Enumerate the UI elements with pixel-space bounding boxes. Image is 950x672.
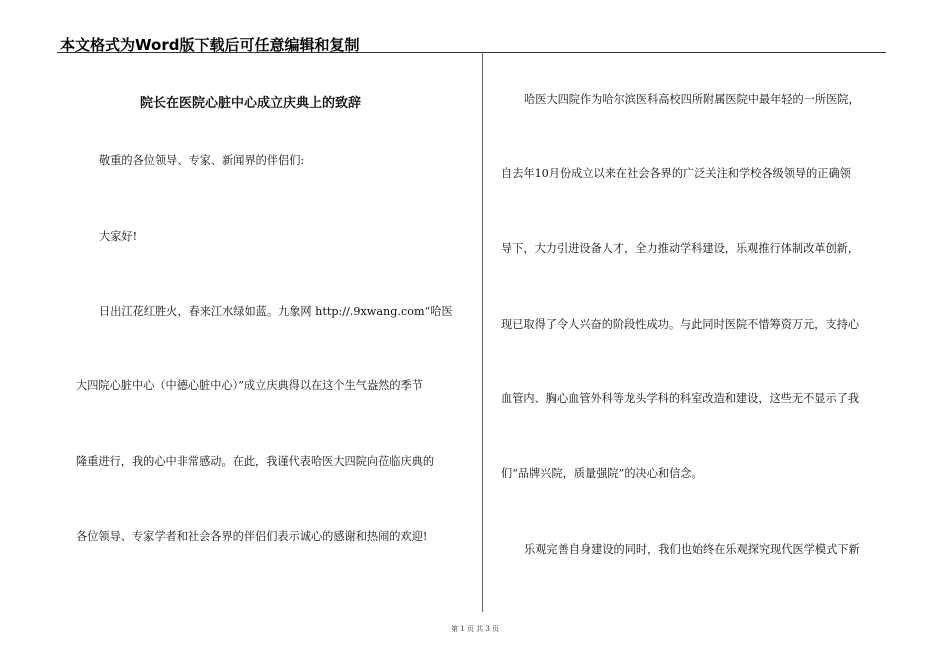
right-text-line: 哈医大四院作为哈尔滨医科高校四所附属医院中最年轻的一所医院， <box>524 93 860 106</box>
right-text-line: 乐观完善自身建设的同时，我们也始终在乐观探究现代医学模式下新 <box>524 543 860 556</box>
document-header-title: 本文格式为Word版下载后可任意编辑和复制 <box>60 36 360 54</box>
left-text-line: 隆重进行，我的心中非常感动。在此，我谨代表哈医大四院向莅临庆典的 <box>76 455 435 468</box>
speech-title: 院长在医院心脏中心成立庆典上的致辞 <box>140 96 362 111</box>
right-text-line: 导下，大力引进设备人才，全力推动学科建设，乐观推行体制改革创新， <box>501 242 860 255</box>
left-text-line: 大四院心脏中心（中德心脏中心）”成立庆典得以在这个生气盎然的季节 <box>76 379 423 392</box>
right-text-line: 们“品牌兴院，质量强院”的决心和信念。 <box>501 467 703 480</box>
right-text-line: 现已取得了令人兴奋的阶段性成功。与此同时医院不惜筹资万元，支持心 <box>501 318 860 331</box>
left-text-line: 日出江花红胜火，春来江水绿如蓝。九象网 http://.9xwang.com“哈医 <box>99 305 453 318</box>
right-text-line: 血管内、胸心血管外科等龙头学科的科室改造和建设，这些无不显示了我 <box>501 392 860 405</box>
page-number: 第 1 页 共 3 页 <box>450 625 500 633</box>
header-divider <box>57 52 886 53</box>
left-text-line: 各位领导、专家学者和社会各界的伴侣们表示诚心的感谢和热闹的欢迎! <box>76 530 428 543</box>
right-text-line: 自去年10月份成立以来在社会各界的广泛关注和学校各级领导的正确领 <box>501 167 851 180</box>
left-text-line: 大家好! <box>99 230 138 243</box>
column-divider <box>482 52 483 612</box>
left-text-line: 敬重的各位领导、专家、新闻界的伴侣们: <box>99 154 305 167</box>
